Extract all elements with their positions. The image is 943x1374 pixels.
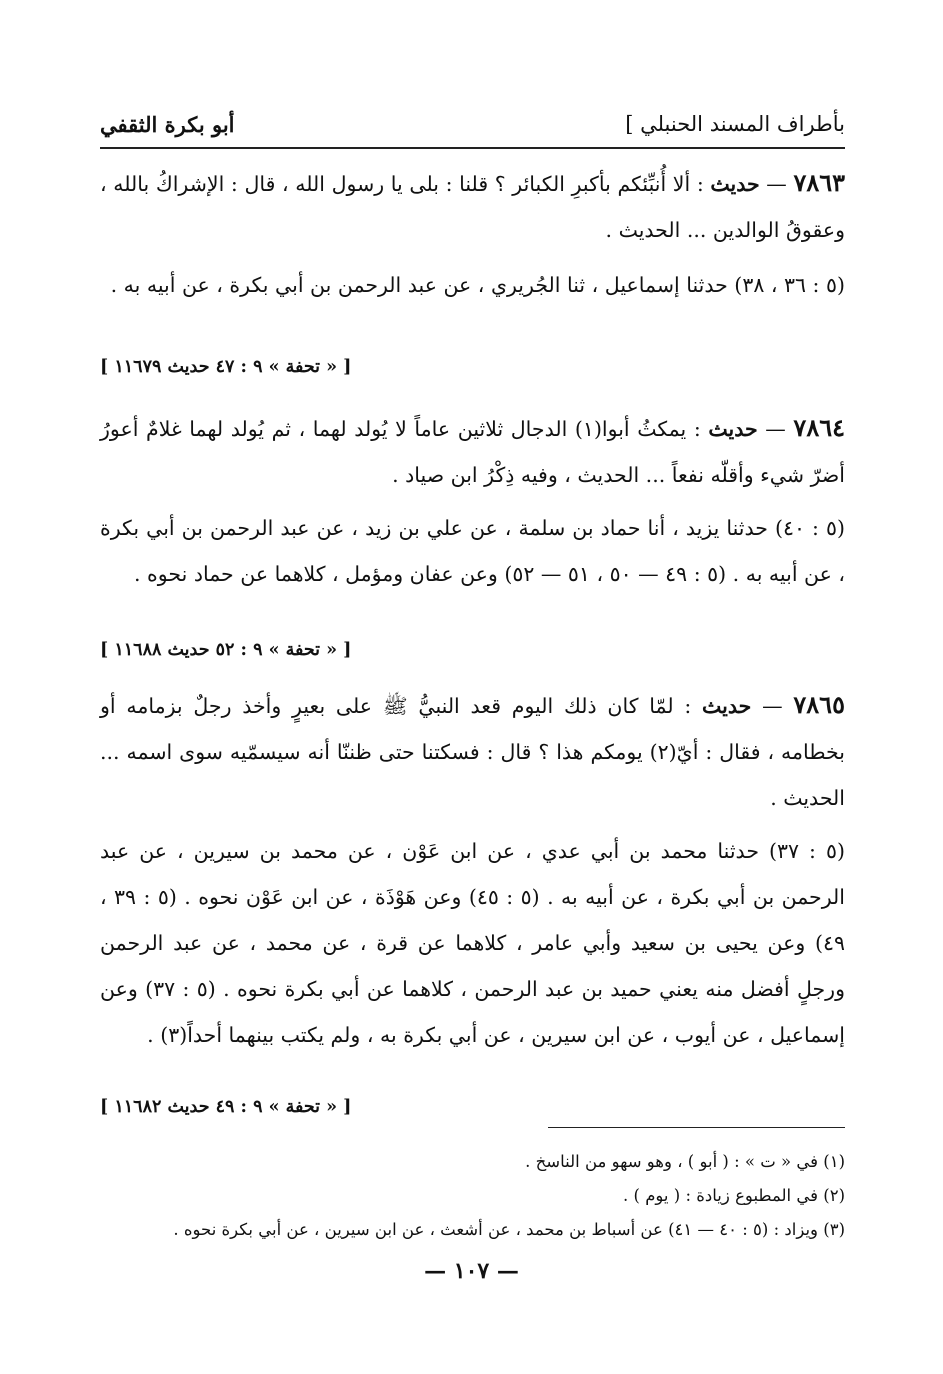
hadith-keyword: حديث	[710, 172, 760, 196]
hadith-number: ٧٨٦٣	[793, 168, 845, 197]
hadith-entry-7863: ٧٨٦٣ — حديث : ألا أُنبِّئكم بأكبرِ الكبائر ؟ قلنا : بلى يا رسول الله ، قال : الإشراكُ بالله ، وعقوقُ الوالدين ... الحديث .	[100, 168, 845, 242]
hadith-text: : يمكثُ أبوا(١) الدجال ثلاثين عاماً لا يُولد لهما ، ثم يُولد لهما غلامٌ أعورُ أضرّ شيء وأقلّه نفعاً ... الحديث ، وفيه ذِكْرُ ابن صياد .	[100, 417, 845, 487]
footnote-2: (٢) في المطبوع زيادة : ( يوم ) .	[623, 1186, 845, 1205]
isnad-7865: (٥ : ٣٧) حدثنا محمد بن أبي عدي ، عن ابن عَوْن ، عن محمد بن سيرين ، عن عبد الرحمن بن أبي بكرة ، عن أبيه به . (٥ : ٤٥) وعن هَوْذَة ، عن ابن عَوْن نحوه . (٥ : ٣٩ ، ٤٩) وعن يحيى بن سعيد وأبي عامر ، كلاهما عن قرة ، عن محمد ، عن عبد الرحمن ورجلٍ أفضل منه يعني حميد بن عبد الرحمن ، كلاهما عن أبي بكرة نحوه . (٥ : ٣٧) وعن إسماعيل ، عن أيوب ، عن ابن سيرين ، عن أبي بكرة به ، ولم يكتب بينهما أحداً(٣) .	[100, 839, 845, 1047]
tuhfa-reference-7864: [ « تحفة » ٩ : ٥٢ حديث ١١٦٨٨ ]	[100, 640, 352, 660]
page-header	[100, 108, 845, 146]
hadith-number: ٧٨٦٤	[793, 413, 845, 442]
hadith-keyword: حديث	[708, 417, 758, 441]
hadith-keyword: حديث	[702, 694, 752, 718]
header-book-title: بأطراف المسند الحنبلي ]	[625, 112, 845, 136]
isnad-7864: (٥ : ٤٠) حدثنا يزيد ، أنا حماد بن سلمة ، عن علي بن زيد ، عن عبد الرحمن بن أبي بكرة ، عن أبيه به . (٥ : ٤٩ — ٥٠ ، ٥١ — ٥٢) وعن عفان ومؤمل ، كلاهما عن حماد نحوه .	[100, 516, 845, 586]
hadith-entry-7864: ٧٨٦٤ — حديث : يمكثُ أبوا(١) الدجال ثلاثين عاماً لا يُولد لهما ، ثم يُولد لهما غلامٌ أعورُ أضرّ شيء وأقلّه نفعاً ... الحديث ، وفيه ذِكْرُ ابن صياد .	[100, 413, 845, 487]
footnote-separator	[548, 1127, 845, 1128]
hadith-entry-7865: ٧٨٦٥ — حديث : لمّا كان ذلك اليوم قعد النبيُّ ﷺ على بعيرٍ وأخذ رجلٌ بزمامه أو بخطامه ، فقال : أيّ(٢) يومكم هذا ؟ قال : فسكتنا حتى ظننّا أنه سيسمّيه سوى اسمه ... الحديث .	[100, 690, 845, 810]
isnad-7863: (٥ : ٣٦ ، ٣٨) حدثنا إسماعيل ، ثنا الجُريري ، عن عبد الرحمن بن أبي بكرة ، عن أبيه به .	[110, 273, 845, 297]
hadith-text: : لمّا كان ذلك اليوم قعد النبيُّ ﷺ على بعيرٍ وأخذ رجلٌ بزمامه أو بخطامه ، فقال : أيّ(٢) يومكم هذا ؟ قال : فسكتنا حتى ظننّا أنه سيسمّيه سوى اسمه ... الحديث .	[100, 694, 845, 810]
footnote-1: (١) في « ت » : ( أبو ) ، وهو سهو من الناسخ .	[525, 1152, 845, 1171]
hadith-number: ٧٨٦٥	[793, 690, 845, 719]
footnote-3: (٣) ويزاد : (٥ : ٤٠ — ٤١) عن أسباط بن محمد ، عن أشعث ، عن ابن سيرين ، عن أبي بكرة نحوه .	[173, 1220, 845, 1239]
header-rule	[100, 147, 845, 149]
page-number: — ١٠٧ —	[424, 1258, 519, 1284]
tuhfa-reference-7863: [ « تحفة » ٩ : ٤٧ حديث ١١٦٧٩ ]	[100, 357, 352, 377]
header-chapter-title: أبو بكرة الثقفي	[100, 112, 235, 137]
hadith-text: : ألا أُنبِّئكم بأكبرِ الكبائر ؟ قلنا : بلى يا رسول الله ، قال : الإشراكُ بالله ، وعقوقُ الوالدين ... الحديث .	[100, 172, 845, 242]
tuhfa-reference-7865: [ « تحفة » ٩ : ٤٩ حديث ١١٦٨٢ ]	[100, 1097, 352, 1117]
